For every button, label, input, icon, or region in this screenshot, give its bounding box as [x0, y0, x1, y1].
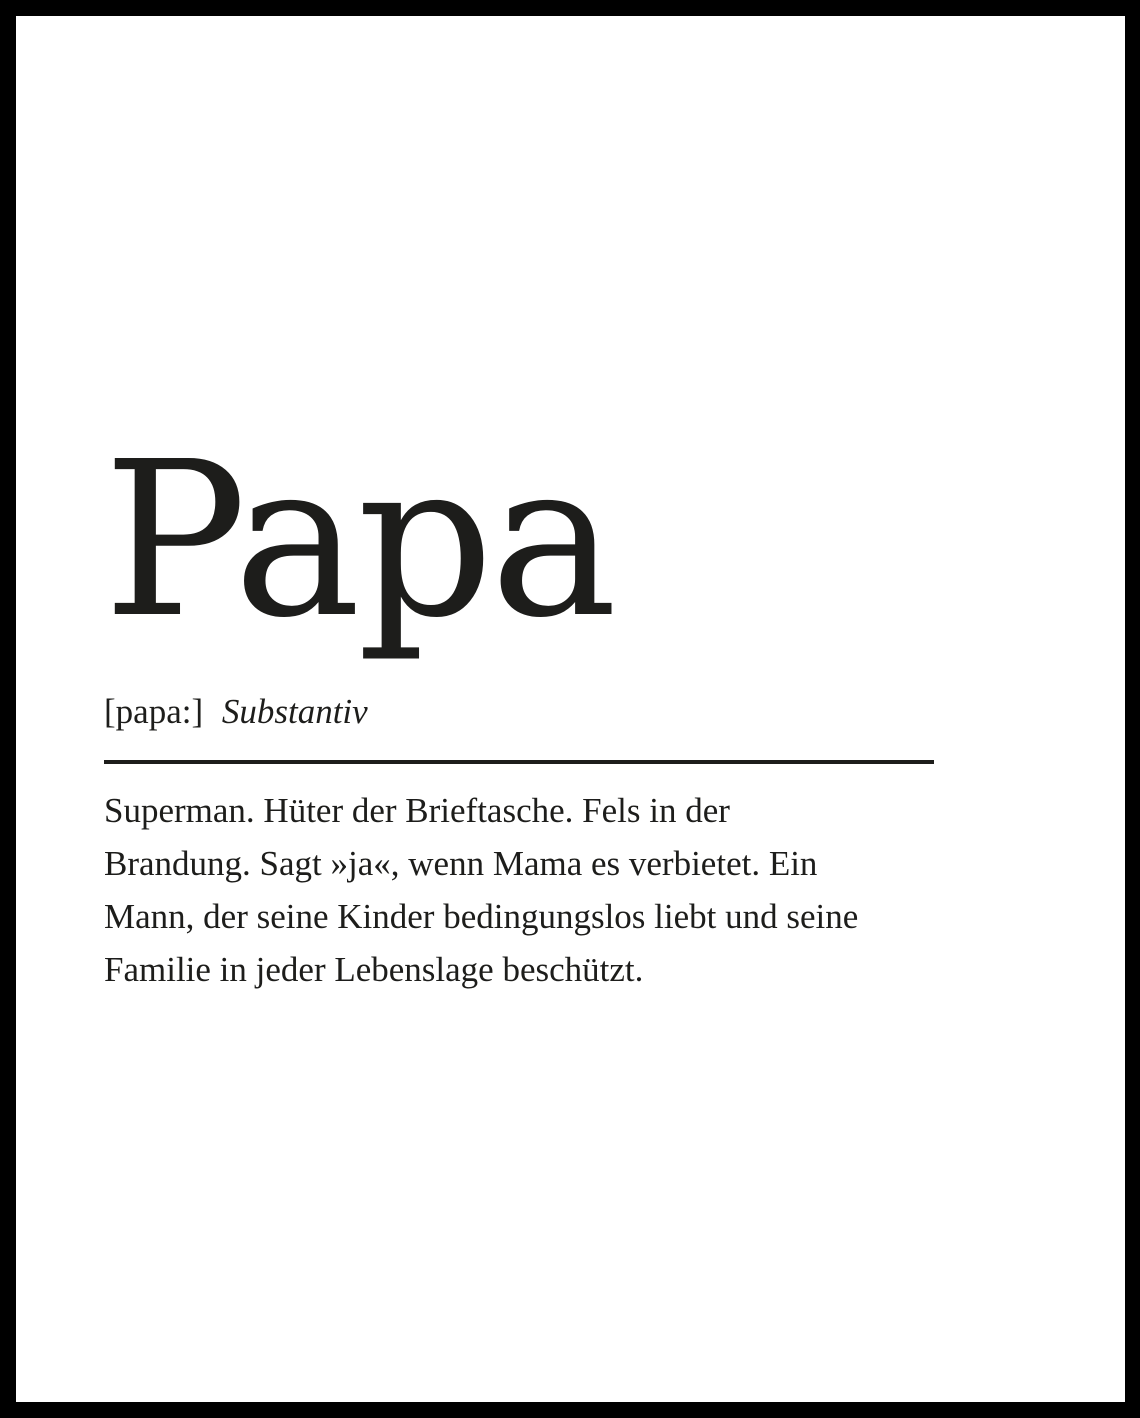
part-of-speech: Substantiv [221, 692, 368, 731]
poster-paper [16, 16, 1125, 1402]
entry-word: Papa [103, 416, 614, 665]
definition-text: Superman. Hüter der Brieftasche. Fels in der Brandung. Sagt »ja«, wenn Mama es verbietet. Ein Mann, der seine Kinder bedingungslos liebt und seine Familie in jeder Lebenslage beschützt. [104, 791, 859, 989]
divider-rule [104, 760, 934, 764]
pronunciation: [papa:] [104, 692, 204, 731]
pronunciation-line [104, 690, 368, 734]
